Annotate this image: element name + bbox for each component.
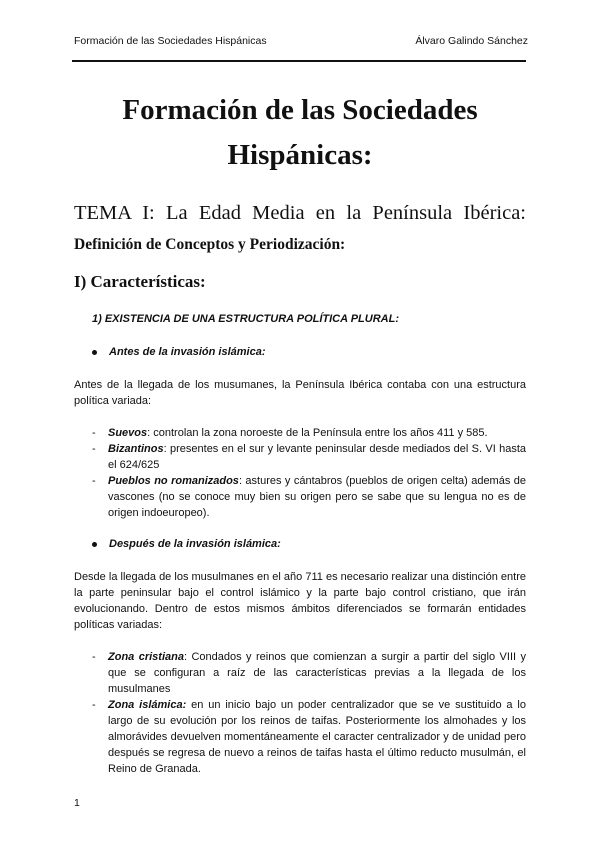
list-item: - Zona cristiana: Condados y reinos que comienzan a surgir a partir del siglo VIII y que se configuran a raíz de las características previas a la llegada de los musulmanes	[92, 651, 526, 695]
list-item: - Zona islámica: en un inicio bajo un poder centralizador que se ve sustituido a lo largo de su evolución por los reinos de taifas. Posteriormente los almohades y los almorávides devuelven momentáneamente el caracter centralizador y de unidad pero después se regresa de nuevo a reinos de taifas hasta el último reducto musulmán, el Reino de Granada.	[92, 699, 526, 775]
after-list	[92, 649, 526, 777]
header-author: Álvaro Galindo Sánchez	[415, 35, 528, 47]
item-term: Zona islámica:	[108, 699, 187, 711]
tema-main: TEMA I: La Edad Media en la Península Ibérica:	[74, 202, 526, 224]
item-text: en un inicio bajo un poder centralizador que se ve sustituido a lo largo de su evolución por los reinos de taifas. Posteriormente los almohades y los almorávides devuelven momentáneamente el caracter centralizador y de unidad pero después se regresa de nuevo a reinos de taifas hasta el último reducto musulmán, el Reino de Granada.	[108, 699, 526, 775]
tema-sub: Definición de Conceptos y Periodización:	[74, 236, 346, 253]
before-intro: Antes de la llegada de los musumanes, la Península Ibérica contaba con una estructura política variada:	[74, 379, 526, 407]
title-line-2: Hispánicas:	[227, 139, 373, 171]
item-text: : presentes en el sur y levante peninsular desde mediados del S. VI hasta el 624/625	[108, 443, 526, 471]
item-term: Bizantinos	[108, 443, 164, 455]
item-term: Pueblos no romanizados	[108, 475, 239, 487]
bullet-before-label: Antes de la invasión islámica:	[109, 346, 266, 358]
bullet-after-invasion	[92, 538, 281, 550]
document-title	[74, 88, 526, 178]
item-text: : Condados y reinos que comienzan a surgir a partir del siglo VIII y que se configuran a raíz de las características previas a la llegada de los musulmanes	[108, 651, 526, 695]
bullet-before-invasion	[92, 346, 266, 358]
title-line-1: Formación de las Sociedades	[122, 94, 478, 126]
item-term: Suevos	[108, 427, 148, 439]
list-item: - Pueblos no romanizados: astures y cántabros (pueblos de origen celta) además de vascones (no se conoce muy bien su origen pero se sabe que su lengua no es de origen indoeuropeo).	[92, 475, 527, 519]
header-rule	[72, 58, 526, 66]
after-intro: Desde la llegada de los musulmanes en el año 711 es necesario realizar una distinción entre la parte peninsular bajo el control islámico y la parte bajo control cristiano, que irán evolucionando. Dentro de estos mismos ámbitos diferenciados se formarán entidades políticas variadas:	[74, 571, 526, 631]
item-term: Zona cristiana	[108, 651, 184, 663]
tema-heading	[74, 198, 526, 260]
bullet-icon	[92, 350, 97, 355]
bullet-icon	[92, 542, 97, 547]
page-header	[74, 35, 528, 47]
item-text: : controlan la zona noroeste de la Península entre los años 411 y 585.	[147, 427, 488, 439]
section-heading: I) Características:	[74, 272, 206, 291]
list-item: - Suevos: controlan la zona noroeste de la Península entre los años 411 y 585.	[92, 427, 488, 439]
subsection-heading: 1) EXISTENCIA DE UNA ESTRUCTURA POLÍTICA PLURAL:	[92, 313, 399, 325]
page-number: 1	[74, 797, 80, 809]
list-item: - Bizantinos: presentes en el sur y levante peninsular desde mediados del S. VI hasta el 624/625	[92, 443, 526, 471]
header-title: Formación de las Sociedades Hispánicas	[74, 35, 267, 47]
bullet-after-label: Después de la invasión islámica:	[109, 538, 281, 550]
item-text: : astures y cántabros (pueblos de origen celta) además de vascones (no se conoce muy bien su origen pero se sabe que su lengua no es de origen indoeuropeo).	[108, 475, 527, 519]
before-list	[92, 425, 526, 521]
